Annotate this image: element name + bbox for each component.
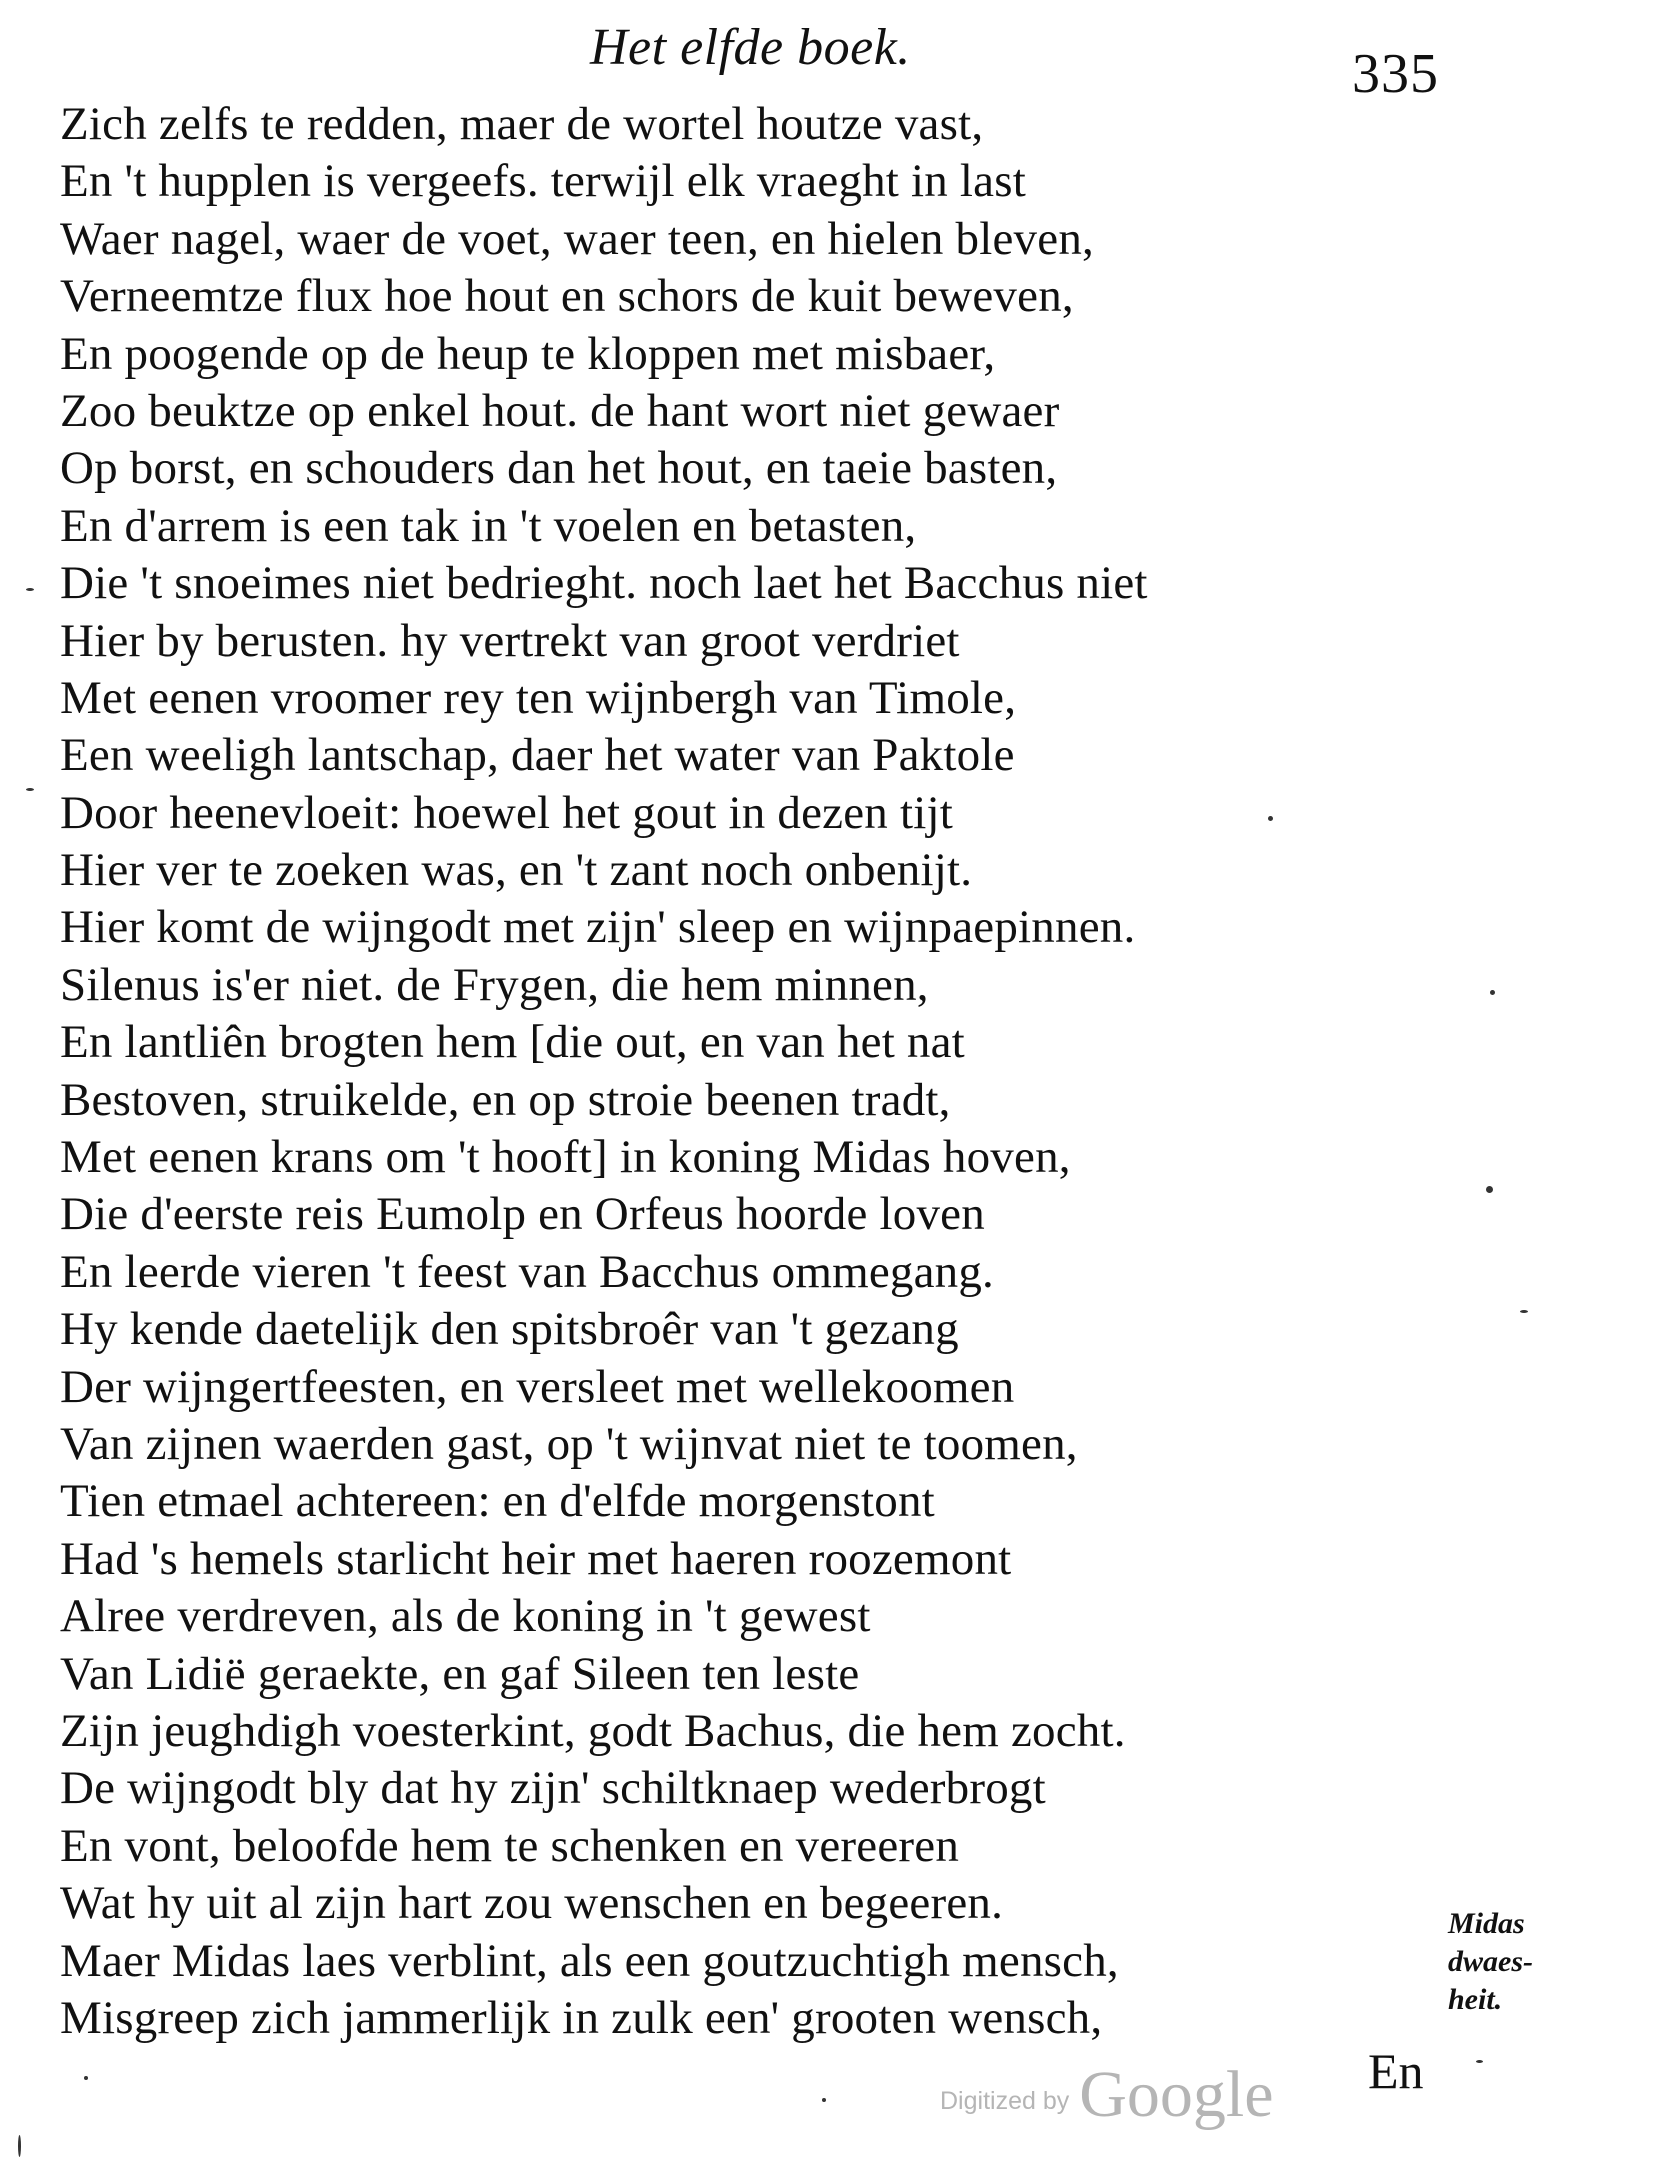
verse-line: Hy kende daetelijk den spitsbroêr van 't gezang [60, 1303, 959, 1356]
catchword: En [1368, 2043, 1424, 2099]
verse-line: Maer Midas laes verblint, als een goutzuchtigh mensch, [60, 1934, 1119, 1987]
verse-line: Waer nagel, waer de voet, waer teen, en hielen bleven, [60, 212, 1094, 265]
scan-speck [1486, 1186, 1493, 1193]
verse-line: En leerde vieren 't feest van Bacchus ommegang. [60, 1245, 995, 1298]
marginal-note-line: dwaes- [1448, 1945, 1533, 1978]
digitized-watermark [940, 2058, 1274, 2131]
verse-line: En poogende op de heup te kloppen met misbaer, [60, 327, 996, 380]
verse-line: Van Lidië geraekte, en gaf Sileen ten leste [60, 1647, 860, 1700]
marginal-note-line: Midas [1448, 1907, 1525, 1940]
verse-line: Tien etmael achtereen: en d'elfde morgenstont [60, 1475, 935, 1528]
verse-line: Zoo beuktze op enkel hout. de hant wort niet gewaer [60, 384, 1060, 437]
marginal-note [1448, 1905, 1568, 2019]
scan-speck [1520, 1310, 1528, 1313]
verse-block [60, 96, 1420, 2047]
verse-line: Een weeligh lantschap, daer het water van Paktole [60, 729, 1015, 782]
scan-speck [18, 2135, 21, 2157]
verse-line: Van zijnen waerden gast, op 't wijnvat niet te toomen, [60, 1417, 1078, 1470]
verse-line: Zich zelfs te redden, maer de wortel houtze vast, [60, 98, 984, 150]
verse-line: Die 't snoeimes niet bedrieght. noch laet het Bacchus niet [60, 557, 1148, 610]
verse-line: De wijngodt bly dat hy zijn' schiltknaep wederbrogt [60, 1762, 1046, 1815]
verse-line: En vont, beloofde hem te schenken en vereeren [60, 1819, 960, 1872]
verse-line: Verneemtze flux hoe hout en schors de kuit beweven, [60, 270, 1074, 323]
scan-speck [26, 788, 34, 791]
marginal-note-line: heit. [1448, 1983, 1503, 2016]
verse-line: Die d'eerste reis Eumolp en Orfeus hoorde loven [60, 1188, 985, 1241]
verse-line: Had 's hemels starlicht heir met haeren roozemont [60, 1532, 1012, 1585]
verse-line: Alree verdreven, als de koning in 't gewest [60, 1590, 871, 1643]
verse-line: Op borst, en schouders dan het hout, en taeie basten, [60, 442, 1058, 495]
scan-speck [26, 588, 34, 591]
verse-line: Der wijngertfeesten, en versleet met wellekoomen [60, 1360, 1015, 1413]
verse-line: Hier ver te zoeken was, en 't zant noch onbenijt. [60, 844, 973, 897]
scan-speck [1268, 816, 1273, 821]
digitized-by-text: Digitized by [940, 2087, 1070, 2115]
verse-line: Hier komt de wijngodt met zijn' sleep en wijnpaepinnen. [60, 901, 1136, 954]
verse-line: Zijn jeughdigh voesterkint, godt Bachus, die hem zocht. [60, 1704, 1126, 1757]
verse-line: Bestoven, struikelde, en op stroie beenen tradt, [60, 1073, 951, 1126]
page-number: 335 [1352, 43, 1439, 105]
scan-speck [822, 2098, 826, 2102]
verse-line: En 't hupplen is vergeefs. terwijl elk vraeght in last [60, 155, 1026, 208]
scan-speck [84, 2076, 88, 2080]
verse-line: Hier by berusten. hy vertrekt van groot verdriet [60, 614, 960, 667]
verse-line: Misgreep zich jammerlijk in zulk een' grooten wensch, [60, 1991, 1103, 2044]
verse-line: Met eenen vroomer rey ten wijnbergh van Timole, [60, 671, 1017, 724]
verse-line: Silenus is'er niet. de Frygen, die hem minnen, [60, 958, 929, 1011]
scan-speck [1476, 2060, 1483, 2063]
verse-line: Wat hy uit al zijn hart zou wenschen en begeeren. [60, 1877, 1004, 1930]
verse-line: Door heenevloeit: hoewel het gout in dezen tijt [60, 786, 953, 839]
verse-line: En lantliên brogten hem [die out, en van het nat [60, 1016, 965, 1069]
running-head: Het elfde boek. [590, 19, 911, 76]
verse-line: Met eenen krans om 't hooft] in koning Midas hoven, [60, 1131, 1071, 1184]
verse-line: En d'arrem is een tak in 't voelen en betasten, [60, 499, 917, 552]
scan-speck [1490, 990, 1495, 995]
google-logo: Google [1079, 2058, 1274, 2131]
